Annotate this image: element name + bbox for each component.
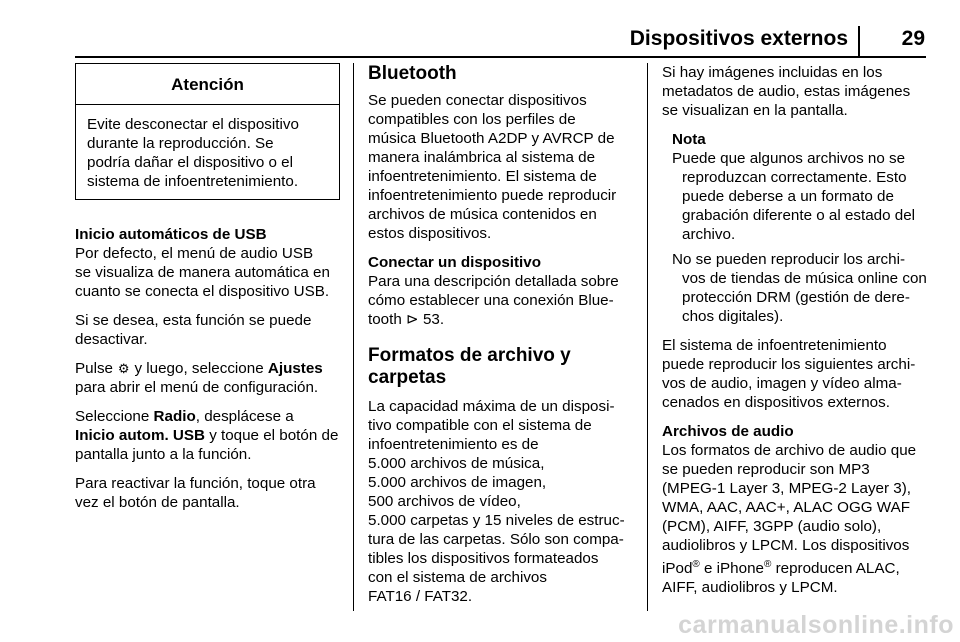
text-line: Para una descripción detallada sobre bbox=[368, 273, 619, 290]
registered-mark: ® bbox=[763, 559, 772, 570]
text-fragment: y toque el botón de bbox=[209, 427, 339, 444]
reactivate-paragraph bbox=[75, 474, 340, 512]
connect-heading: Conectar un dispositivo bbox=[368, 254, 541, 271]
text-fragment: reproducen ALAC, bbox=[771, 560, 900, 578]
text-line: archivo. bbox=[682, 226, 736, 243]
text-line: El sistema de infoentretenimiento bbox=[662, 337, 887, 354]
text-line: se pueden reproducir son MP3 bbox=[662, 461, 870, 478]
text-fragment: e iPhone bbox=[699, 560, 764, 578]
text-fragment: Seleccione bbox=[75, 408, 150, 425]
text-line: grabación diferente o al estado del bbox=[682, 207, 916, 224]
text-line: se visualizan en la pantalla. bbox=[662, 102, 848, 119]
text-line: tivo compatible con el sistema de bbox=[368, 417, 592, 434]
column-left bbox=[75, 63, 340, 522]
text-line: Puede que algunos archivos no se bbox=[672, 150, 906, 167]
text-line: infoentretenimiento es de bbox=[368, 436, 539, 453]
text-line: estos dispositivos. bbox=[368, 225, 492, 242]
column-divider-2 bbox=[647, 63, 648, 611]
text-fragment: , desplácese a bbox=[195, 408, 294, 425]
text-line: Para reactivar la función, toque otra bbox=[75, 475, 316, 492]
text-line bbox=[75, 359, 340, 378]
text-line: chos digitales). bbox=[682, 308, 784, 325]
text-line: vos de audio, imagen y vídeo alma‐ bbox=[662, 375, 902, 392]
text-line: para abrir el menú de configuración. bbox=[75, 379, 319, 396]
text-line: No se pueden reproducir los archi‐ bbox=[672, 251, 905, 268]
autostart-heading: Inicio automáticos de USB bbox=[75, 226, 267, 243]
attention-text bbox=[76, 105, 339, 199]
text-line: pantalla junto a la función. bbox=[75, 446, 252, 463]
text-line: puede deberse a un formato de bbox=[682, 188, 894, 205]
radio-paragraph bbox=[75, 407, 340, 464]
text-line: (PCM), AIFF, 3GPP (audio solo), bbox=[662, 518, 882, 535]
column-middle bbox=[368, 63, 633, 616]
text-line bbox=[662, 555, 927, 578]
bluetooth-heading: Bluetooth bbox=[368, 63, 457, 84]
text-fragment: iPod bbox=[662, 560, 693, 578]
autostart-paragraph bbox=[75, 244, 340, 301]
text-line bbox=[75, 426, 340, 445]
attention-line: podría dañar el dispositivo o el bbox=[87, 154, 294, 171]
registered-mark: ® bbox=[692, 559, 700, 570]
connect-paragraph bbox=[368, 272, 633, 329]
watermark: carmanualsonline.info bbox=[678, 611, 954, 639]
text-line: cuanto se conecta el dispositivo USB. bbox=[75, 283, 330, 300]
text-line: archivos de música contenidos en bbox=[368, 206, 597, 223]
note-paragraph-2 bbox=[672, 250, 927, 326]
text-line: FAT16 / FAT32. bbox=[368, 588, 473, 605]
text-line: (MPEG-1 Layer 3, MPEG-2 Layer 3), bbox=[662, 480, 911, 497]
text-line: con el sistema de archivos bbox=[368, 569, 547, 586]
text-line: 5.000 carpetas y 15 niveles de estruc‐ bbox=[368, 512, 625, 529]
text-line: WMA, AAC, AAC+, ALAC OGG WAF bbox=[662, 499, 910, 516]
text-line: Si hay imágenes incluidas en los bbox=[662, 64, 883, 81]
text-line: metadatos de audio, estas imágenes bbox=[662, 83, 911, 100]
attention-box bbox=[75, 63, 340, 200]
attention-line: durante la reproducción. Se bbox=[87, 135, 274, 152]
text-line: infoentretenimiento puede reproducir bbox=[368, 187, 617, 204]
text-line: tura de las carpetas. Sólo son compa‐ bbox=[368, 531, 624, 548]
text-line: Se pueden conectar dispositivos bbox=[368, 92, 587, 109]
text-line: vos de tiendas de música online con bbox=[682, 270, 927, 287]
text-line: 500 archivos de vídeo, bbox=[368, 493, 521, 510]
note-title: Nota bbox=[672, 131, 706, 148]
text-line: vez el botón de pantalla. bbox=[75, 494, 240, 511]
page-title: Dispositivos externos bbox=[629, 27, 848, 50]
page-header bbox=[75, 0, 926, 58]
settings-paragraph bbox=[75, 359, 340, 397]
settings-label: Ajustes bbox=[267, 360, 323, 377]
page-reference: 53. bbox=[422, 311, 445, 328]
text-line: manera inalámbrica al sistema de bbox=[368, 149, 596, 166]
text-line: Los formatos de archivo de audio que bbox=[662, 442, 917, 459]
autostart-usb-label: Inicio autom. USB bbox=[75, 427, 205, 444]
text-line: cómo establecer una conexión Blue‐ bbox=[368, 292, 614, 309]
radio-label: Radio bbox=[153, 408, 196, 425]
text-line bbox=[368, 310, 633, 329]
formats-paragraph bbox=[368, 397, 633, 606]
attention-title: Atención bbox=[76, 64, 339, 105]
arrow-right-icon: ⊳ bbox=[406, 311, 419, 328]
gear-icon: ⚙ bbox=[117, 361, 130, 376]
bluetooth-paragraph bbox=[368, 91, 633, 243]
text-fragment: Pulse bbox=[75, 360, 113, 377]
text-line bbox=[75, 407, 340, 426]
text-line: protección DRM (gestión de dere‐ bbox=[682, 289, 910, 306]
text-line: AIFF, audiolibros y LPCM. bbox=[662, 579, 838, 597]
text-line: reproduzcan correctamente. Esto bbox=[682, 169, 907, 186]
note-paragraph-1 bbox=[672, 149, 927, 244]
note-box bbox=[662, 130, 927, 326]
text-line: cenados en dispositivos externos. bbox=[662, 394, 890, 411]
text-line: 5.000 archivos de música, bbox=[368, 455, 545, 472]
images-paragraph bbox=[662, 63, 927, 120]
audio-files-paragraph bbox=[662, 441, 927, 597]
text-fragment: tooth bbox=[368, 311, 402, 328]
attention-line: Evite desconectar el dispositivo bbox=[87, 116, 299, 133]
formats-heading: Formatos de archivo y carpetas bbox=[368, 345, 571, 388]
text-line: audiolibros y LPCM. Los dispositivos bbox=[662, 537, 910, 554]
column-right bbox=[662, 63, 927, 607]
column-divider-1 bbox=[353, 63, 354, 611]
text-line: música Bluetooth A2DP y AVRCP de bbox=[368, 130, 615, 147]
text-line: Por defecto, el menú de audio USB bbox=[75, 245, 314, 262]
text-fragment: y luego, seleccione bbox=[134, 360, 264, 377]
text-line: puede reproducir los siguientes archi‐ bbox=[662, 356, 916, 373]
text-line: desactivar. bbox=[75, 331, 148, 348]
text-line: tibles los dispositivos formateados bbox=[368, 550, 599, 567]
text-line: se visualiza de manera automática en bbox=[75, 264, 330, 281]
text-line: La capacidad máxima de un disposi‐ bbox=[368, 398, 615, 415]
text-line: infoentretenimiento. El sistema de bbox=[368, 168, 597, 185]
attention-line: sistema de infoentretenimiento. bbox=[87, 173, 299, 190]
page-number: 29 bbox=[901, 27, 925, 50]
text-line: Si se desea, esta función se puede bbox=[75, 312, 312, 329]
header-separator bbox=[858, 26, 860, 56]
disable-paragraph bbox=[75, 311, 340, 349]
text-line: 5.000 archivos de imagen, bbox=[368, 474, 547, 491]
text-line: compatibles con los perfiles de bbox=[368, 111, 576, 128]
system-paragraph bbox=[662, 336, 927, 412]
audio-files-heading: Archivos de audio bbox=[662, 423, 794, 440]
